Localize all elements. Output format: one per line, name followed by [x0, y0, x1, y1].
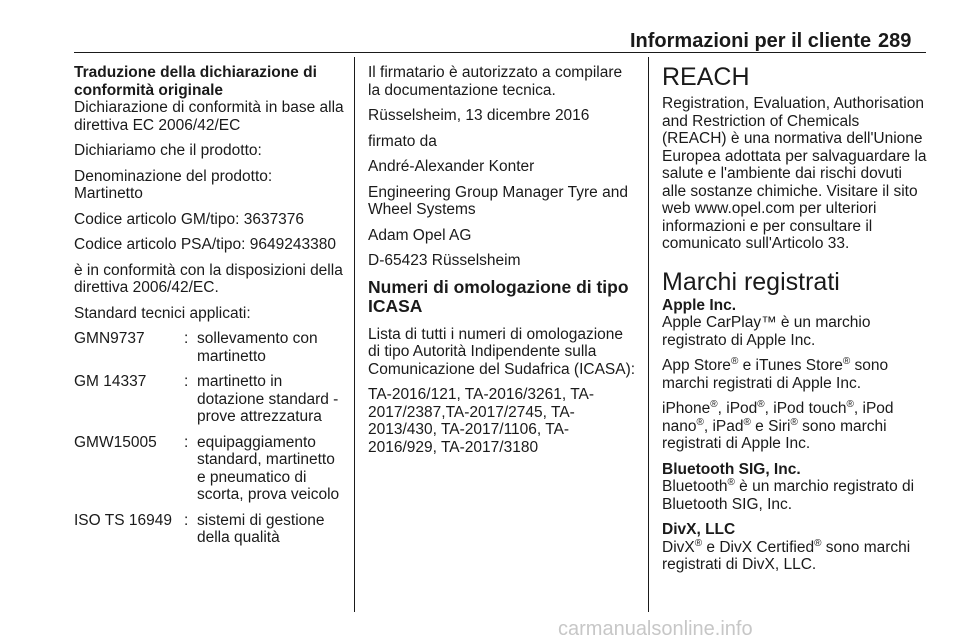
icasa-numbers: TA-2016/121, TA-2016/3261, TA-2017/2387,TA-2017/2745, TA-2013/430, TA-2017/1106, TA-2016/929, TA-2017/3180 — [368, 386, 595, 456]
bluetooth-para — [662, 478, 928, 513]
registered-mark: ® — [842, 355, 851, 367]
divx-para — [662, 539, 928, 574]
reach-heading: REACH — [662, 63, 750, 91]
text-run: , iPod touch — [764, 400, 847, 417]
registered-mark: ® — [710, 398, 718, 410]
signatory-name: André-Alexander Konter — [368, 158, 535, 175]
declaration-para: Dichiariamo che il prodotto: — [74, 142, 262, 159]
place-date: Rüsselsheim, 13 dicembre 2016 — [368, 107, 590, 124]
registered-mark: ® — [790, 416, 798, 428]
gm-article-code: Codice articolo GM/tipo: 3637376 — [74, 210, 305, 228]
divx-heading: DivX, LLC — [662, 521, 736, 538]
text-run: sono marchi registrati di DivX, LLC. — [662, 538, 911, 573]
text-run: è un marchio registrato di Bluetooth SIG, Inc. — [662, 478, 915, 513]
table-row — [74, 434, 344, 512]
separator: : — [184, 330, 189, 347]
text-run: e iTunes Store — [738, 357, 843, 374]
text-run: e Siri — [750, 417, 791, 435]
company-address: D-65423 Rüsselsheim — [368, 252, 521, 269]
registered-mark: ® — [727, 476, 735, 488]
standards-label: Standard tecnici applicati: — [74, 304, 251, 322]
text-run: sono marchi registrati di Apple Inc. — [662, 417, 887, 452]
registered-mark: ® — [846, 398, 854, 410]
apple-para — [662, 400, 928, 453]
icasa-heading: Numeri di omologazione di tipo ICASA — [368, 276, 629, 316]
column-signature-icasa — [368, 64, 636, 464]
standard-code: GMW15005 — [74, 433, 157, 451]
bluetooth-heading: Bluetooth SIG, Inc. — [662, 460, 801, 478]
psa-article-code: Codice articolo PSA/tipo: 9649243380 — [74, 236, 336, 253]
trademarks-heading: Marchi registrati — [662, 267, 840, 296]
separator: : — [184, 511, 189, 529]
standard-code: ISO TS 16949 — [74, 511, 172, 529]
column-divider-right — [648, 57, 649, 612]
separator: : — [184, 373, 189, 390]
standard-code: GMN9737 — [74, 330, 145, 347]
page-number: 289 — [878, 30, 912, 52]
registered-mark: ® — [696, 416, 704, 428]
table-row — [74, 512, 344, 555]
page-header-title: Informazioni per il cliente — [630, 30, 872, 52]
icasa-para: Lista di tutti i numeri di omologazione di tipo Autorità Indipendente sulla Comunicazione del Sudafrica (ICASA): — [368, 325, 636, 378]
signatory-title: Engineering Group Manager Tyre and Wheel Systems — [368, 183, 628, 218]
text-run: iPhone — [662, 400, 711, 417]
standard-desc: sistemi di gestione della qualità — [197, 511, 325, 546]
column-reach-trademarks — [662, 64, 928, 582]
table-row — [74, 330, 344, 373]
registered-mark: ® — [814, 537, 822, 549]
text-run: , iPod — [717, 400, 758, 417]
registered-mark: ® — [757, 398, 765, 410]
text-run: , iPad — [703, 417, 744, 435]
text-run: DivX — [662, 538, 695, 556]
text-run: App Store — [662, 357, 731, 374]
apple-para: Apple CarPlay™ è un marchio registrato di Apple Inc. — [662, 314, 871, 349]
text-run: sono marchi registrati di Apple Inc. — [662, 357, 889, 392]
registered-mark: ® — [743, 416, 751, 428]
standard-desc: martinetto in dotazione standard - prove attrezzatura — [197, 373, 339, 425]
table-row — [74, 373, 344, 434]
separator: : — [184, 433, 189, 451]
text-run: , iPod nano — [662, 400, 894, 435]
standards-table — [74, 330, 344, 555]
standard-code: GM 14337 — [74, 373, 147, 390]
registered-mark: ® — [694, 537, 703, 549]
text-run: Bluetooth — [662, 478, 728, 495]
declaration-para: Dichiarazione di conformità in base alla direttiva EC 2006/42/EC — [74, 99, 344, 134]
standard-desc: sollevamento con martinetto — [197, 330, 318, 365]
signed-by-label: firmato da — [368, 132, 437, 150]
product-name: Denominazione del prodotto: Martinetto — [74, 167, 273, 202]
registered-mark: ® — [730, 355, 739, 367]
apple-para — [662, 357, 928, 392]
column-declaration — [74, 64, 344, 555]
text-run: e DivX Certified — [702, 538, 815, 556]
declaration-heading: Traduzione della dichiarazione di conformità originale — [74, 64, 317, 99]
apple-heading: Apple Inc. — [662, 296, 737, 314]
standard-desc: equipaggiamento standard, martinetto e pneumatico di scorta, prova veicolo — [197, 433, 340, 503]
conformity-statement: è in conformità con la disposizioni della direttiva 2006/42/EC. — [74, 261, 343, 296]
header-divider — [74, 52, 926, 53]
company-name: Adam Opel AG — [368, 226, 472, 244]
column-divider-left — [354, 57, 355, 612]
signatory-para: Il firmatario è autorizzato a compilare la documentazione tecnica. — [368, 64, 623, 99]
watermark-text: carmanualsonline.info — [558, 618, 753, 640]
reach-para: Registration, Evaluation, Authorisation and Restriction of Chemicals (REACH) è una normativa dell'Unione Europea adottata per salvaguardare la salute e l'ambiente dai rischi dovuti alle sostanze chimiche. Visitare il sito web www.opel.com per ulteriori informazioni e per consultare il comunicato sull'Articolo 33. — [662, 95, 927, 252]
